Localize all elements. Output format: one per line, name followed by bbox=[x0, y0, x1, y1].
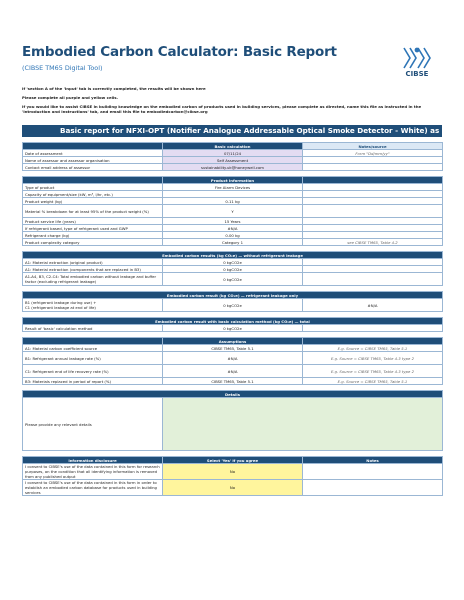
instruction-notes bbox=[22, 86, 442, 118]
assessor-email-input[interactable]: sustainability.uk@honeywell.com bbox=[163, 164, 303, 171]
page-title: Embodied Carbon Calculator: Basic Report bbox=[22, 44, 337, 60]
note-0: If 'section A of the 'Input' tab is correctly completed, the results will be shown here bbox=[22, 86, 206, 91]
table-row bbox=[23, 198, 443, 205]
disclosure-agree-header: Select 'Yes' if you agree bbox=[163, 457, 303, 464]
row-value: Category 1 bbox=[163, 239, 303, 246]
table-row bbox=[23, 352, 443, 365]
table-row bbox=[23, 464, 443, 480]
row-value: 15 Years bbox=[163, 218, 303, 225]
table-row bbox=[23, 164, 443, 171]
row-value: 0 kgCO2e bbox=[163, 266, 303, 273]
row-value: CIBSE TM65, Table 5.1 bbox=[163, 378, 303, 385]
table-row bbox=[23, 191, 443, 198]
row-label: Type of product bbox=[23, 184, 163, 191]
table-row bbox=[23, 239, 443, 246]
row-note: see CIBSE TM65, Table 4.2 bbox=[303, 239, 443, 246]
row-label: B1 (refrigerant leakage during use) + C1 (refrigerant leakage at end of life) bbox=[23, 299, 163, 312]
table-row bbox=[23, 150, 443, 157]
row-note: E.g. Source = CIBSE TM65, Table 4.3 type 2 bbox=[303, 352, 443, 365]
row-value: #N/A bbox=[163, 352, 303, 365]
details-row bbox=[23, 398, 443, 451]
row-value: Y bbox=[163, 205, 303, 218]
results-total-header: Embodied carbon result with basic calculation method (kg CO₂e) — total bbox=[23, 318, 443, 325]
row-value: 0 kgCO2e bbox=[163, 273, 303, 286]
notes-header: Notes/source bbox=[303, 143, 443, 150]
row-note bbox=[303, 464, 443, 480]
row-value: #N/A bbox=[163, 365, 303, 378]
row-note bbox=[303, 232, 443, 239]
row-note bbox=[303, 184, 443, 191]
row-label: Name of assessor and assessor organisation bbox=[23, 157, 163, 164]
row-value: 0 kgCO2e bbox=[163, 299, 303, 312]
row-label: Product complexity category bbox=[23, 239, 163, 246]
row-value: CIBSE TM65, Table 5.1 bbox=[163, 345, 303, 352]
row-label: I consent to CIBSE's use of the data contained in this form in order to establish an embodied carbon database for products used in building services bbox=[23, 480, 163, 496]
disclosure-header: Information disclosure bbox=[23, 457, 163, 464]
row-label: Product service life (years) bbox=[23, 218, 163, 225]
row-label: B1: Refrigerant annual leakage rate (%) bbox=[23, 352, 163, 365]
row-value: #N/A bbox=[163, 225, 303, 232]
row-note bbox=[303, 225, 443, 232]
disclosure-notes-header: Notes bbox=[303, 457, 443, 464]
row-note: E.g. Source = CIBSE TM65, Table 5.1 bbox=[303, 378, 443, 385]
row-value: Fire Alarm Devices bbox=[163, 184, 303, 191]
table-row bbox=[23, 225, 443, 232]
consent-research-select[interactable]: No bbox=[163, 464, 303, 480]
row-value: 0 kgCO2e bbox=[163, 325, 303, 332]
row-label: Capacity of equipment/size (kW, m³, l/hr, etc.) bbox=[23, 191, 163, 198]
table-row bbox=[23, 218, 443, 225]
row-label: Refrigerant charge (kg) bbox=[23, 232, 163, 239]
row-value: 0 kgCO2e bbox=[163, 259, 303, 266]
row-note bbox=[303, 191, 443, 198]
row-label: C1: Refrigerant end of life recovery rate (%) bbox=[23, 365, 163, 378]
table-row bbox=[23, 157, 443, 164]
row-label: Material % breakdown for at least 95% of the product weight (%) bbox=[23, 205, 163, 218]
row-note bbox=[303, 157, 443, 164]
row-label: A1: Material extraction (components that are replaced in B3) bbox=[23, 266, 163, 273]
basic-calc-header: Basic calculation bbox=[163, 143, 303, 150]
row-note: E.g. Source = CIBSE TM65, Table 5.1 bbox=[303, 345, 443, 352]
row-label: If refrigerant based, type of refrigerant used and GWP bbox=[23, 225, 163, 232]
table-row bbox=[23, 184, 443, 191]
row-value bbox=[163, 191, 303, 198]
table-row bbox=[23, 325, 443, 332]
row-label: A1: Material extraction (original product) bbox=[23, 259, 163, 266]
row-note bbox=[303, 218, 443, 225]
row-label: Contact email address of assessor bbox=[23, 164, 163, 171]
note-2: If you would like to assist CIBSE in building knowledge on the embodied carbon of products used in building services, please complete as directed, name this file as instructed in the 'Introduction and instructions' tab, and email this file to embodiedcarbon@cibse.org bbox=[22, 104, 422, 114]
table-row bbox=[23, 299, 443, 312]
details-header: Details bbox=[23, 391, 443, 398]
report-banner: Basic report for NFXI-OPT (Notifier Analogue Addressable Optical Smoke Detector - White) as bbox=[22, 125, 442, 137]
results-ref-header: Embodied carbon result (kg CO₂e) — refrigerant leakage only bbox=[23, 292, 443, 299]
table-row bbox=[23, 266, 443, 273]
row-note bbox=[303, 198, 443, 205]
table-row bbox=[23, 378, 443, 385]
cibse-logo bbox=[396, 44, 438, 82]
row-label: I consent to CIBSE's use of the data contained in this form for research purposes, on the condition that all identifying information is removed from any published output bbox=[23, 464, 163, 480]
table-row bbox=[23, 345, 443, 352]
details-input[interactable] bbox=[163, 398, 443, 451]
assumptions-header: Assumptions bbox=[163, 338, 303, 345]
row-label: A1-A4, B3, C2-C4: Total embodied carbon without leakage and buffer factor (excluding refrigerant leakage) bbox=[23, 273, 163, 286]
row-label: B3: Materials replaced in period of report (%) bbox=[23, 378, 163, 385]
row-note bbox=[303, 205, 443, 218]
row-label: Product weight (kg) bbox=[23, 198, 163, 205]
table-row bbox=[23, 480, 443, 496]
row-note: #N/A bbox=[303, 299, 443, 312]
results-no-ref-header: Embodied carbon results (kg CO₂e) — without refrigerant leakage bbox=[23, 252, 443, 259]
details-label: Please provide any relevant details bbox=[23, 398, 163, 451]
table-row bbox=[23, 365, 443, 378]
note-1: Please complete all purple and yellow cells. bbox=[22, 95, 119, 100]
assessor-name-input[interactable]: Self Assessment bbox=[163, 157, 303, 164]
product-info-header: Product information bbox=[163, 177, 303, 184]
row-note bbox=[303, 164, 443, 171]
table-row bbox=[23, 259, 443, 266]
consent-database-select[interactable]: No bbox=[163, 480, 303, 496]
table-row bbox=[23, 273, 443, 286]
page-subtitle: (CIBSE TM65 Digital Tool) bbox=[22, 64, 103, 72]
table-row bbox=[23, 205, 443, 218]
row-label: A1: Material carbon coefficient source bbox=[23, 345, 163, 352]
date-of-assessment-input[interactable]: 07/11/24 bbox=[163, 150, 303, 157]
table-row bbox=[23, 232, 443, 239]
row-note bbox=[303, 480, 443, 496]
row-value: 0.11 kg bbox=[163, 198, 303, 205]
row-note: E.g. Source = CIBSE TM65, Table 4.3 type 2 bbox=[303, 365, 443, 378]
row-label: Result of 'basic' calculation method bbox=[23, 325, 163, 332]
logo-text: CIBSE bbox=[405, 70, 429, 78]
row-label: Date of assessment bbox=[23, 150, 163, 157]
row-note: Form "Dd/mm/yy" bbox=[303, 150, 443, 157]
row-value: 0.00 kg bbox=[163, 232, 303, 239]
basic-calculation-table bbox=[22, 142, 443, 496]
